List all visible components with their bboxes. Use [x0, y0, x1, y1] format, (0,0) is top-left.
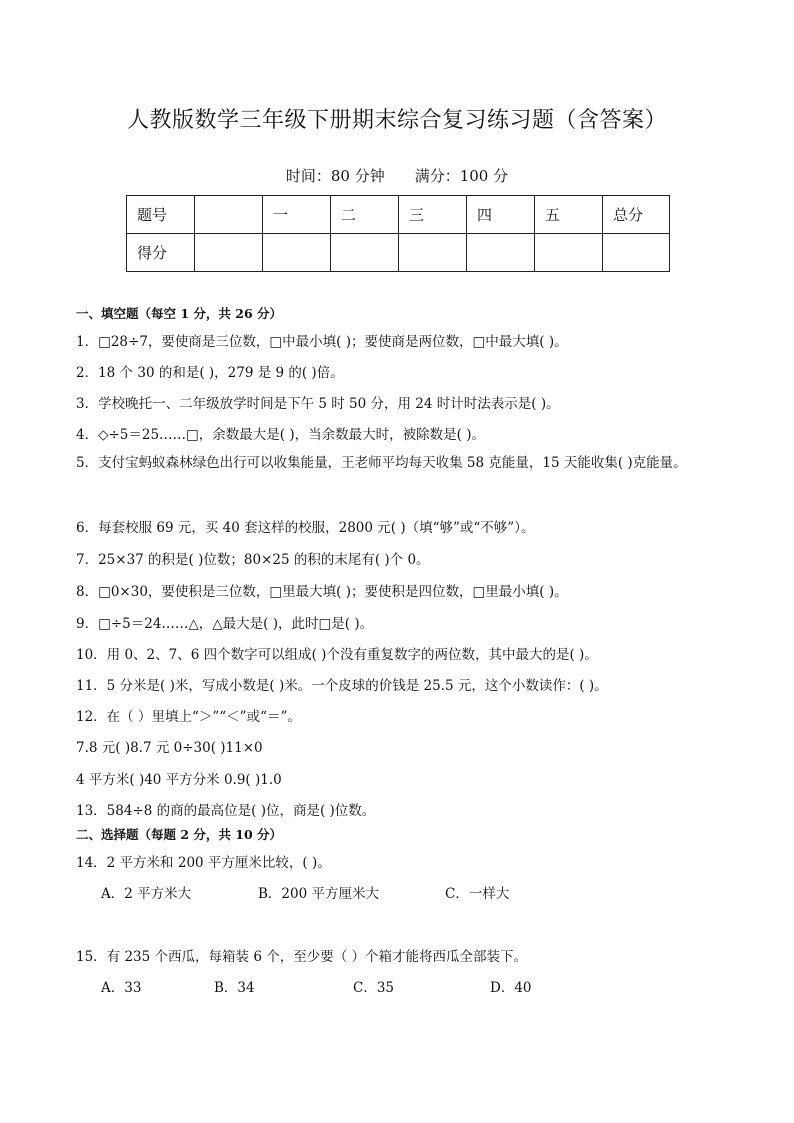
- question-4: 4．◇÷5＝25……□，余数最大是( )，当余数最大时，被除数是( )。: [76, 427, 485, 443]
- question-5: 5．支付宝蚂蚁森林绿色出行可以收集能量，王老师平均每天收集 58 克能量，15 天能收集( )克能量。: [76, 455, 687, 471]
- question-7: 7．25×37 的积是( )位数；80×25 的积的末尾有( )个 0。: [76, 552, 430, 568]
- question-10: 10．用 0、2、7、6 四个数字可以组成( )个没有重复数字的两位数，其中最大的是( )。: [76, 647, 598, 663]
- question-6: 6．每套校服 69 元，买 40 套这样的校服，2800 元( )（填“够”或“不够”）。: [76, 520, 535, 536]
- page-title: 人教版数学三年级下册期末综合复习练习题（含答案）: [126, 108, 667, 133]
- full-score: 满分：100 分: [414, 167, 509, 185]
- q15-option-a: A．33: [101, 980, 142, 996]
- header-cell: 四: [467, 196, 535, 234]
- q14-option-a: A．2 平方米大: [101, 886, 192, 902]
- score-table-score-row: [127, 234, 670, 272]
- q15-option-d: D．40: [490, 980, 532, 996]
- question-13: 13．584÷8 的商的最高位是( )位，商是( )位数。: [76, 803, 376, 819]
- score-cell: [331, 234, 399, 272]
- question-3: 3．学校晚托一、二年级放学时间是下午 5 时 50 分，用 24 时计时法表示是( )。: [76, 396, 560, 412]
- score-cell: [603, 234, 670, 272]
- score-cell: [263, 234, 331, 272]
- question-12: 12．在（ ）里填上“＞”“＜”或“＝”。: [76, 709, 301, 725]
- header-cell: [195, 196, 263, 234]
- question-2: 2．18 个 30 的和是( )，279 是 9 的( )倍。: [76, 365, 344, 381]
- header-cell: 三: [399, 196, 467, 234]
- section-heading-fill-in: 一、填空题（每空 1 分，共 26 分）: [76, 306, 283, 321]
- question-15: 15．有 235 个西瓜，每箱装 6 个，至少要（ ）个箱才能将西瓜全部装下。: [76, 949, 527, 965]
- header-cell: 总分: [603, 196, 670, 234]
- header-cell: 一: [263, 196, 331, 234]
- question-1: 1．□28÷7，要使商是三位数，□中最小填( )；要使商是两位数，□中最大填( )。: [76, 334, 568, 350]
- exam-info: [0, 165, 794, 186]
- score-cell: [535, 234, 603, 272]
- q14-option-c: C．一样大: [445, 886, 510, 902]
- score-cell: [195, 234, 263, 272]
- question-12-part-b: 4 平方米( )40 平方分米 0.9( )1.0: [76, 772, 282, 788]
- question-8: 8．□0×30，要使积是三位数，□里最大填( )；要使积是四位数，□里最小填( )。: [76, 584, 568, 600]
- score-table: [126, 195, 670, 272]
- time-limit: 时间：80 分钟: [285, 167, 385, 185]
- q15-option-b: B．34: [214, 980, 255, 996]
- header-cell: 五: [535, 196, 603, 234]
- question-12-part-a: 7.8 元( )8.7 元 0÷30( )11×0: [76, 740, 263, 756]
- q15-option-c: C．35: [353, 980, 395, 996]
- score-cell: [399, 234, 467, 272]
- score-cell: 得分: [127, 234, 195, 272]
- header-cell: 题号: [127, 196, 195, 234]
- section-heading-choice: 二、选择题（每题 2 分，共 10 分）: [76, 827, 283, 842]
- header-cell: 二: [331, 196, 399, 234]
- score-table-header-row: [127, 196, 670, 234]
- score-cell: [467, 234, 535, 272]
- question-9: 9．□÷5＝24……△，△最大是( )，此时□是( )。: [76, 616, 374, 632]
- q14-option-b: B．200 平方厘米大: [258, 886, 379, 902]
- question-14: 14．2 平方米和 200 平方厘米比较，( )。: [76, 855, 331, 871]
- question-11: 11．5 分米是( )米，写成小数是( )米。一个皮球的价钱是 25.5 元，这个小数读作：( )。: [76, 678, 608, 694]
